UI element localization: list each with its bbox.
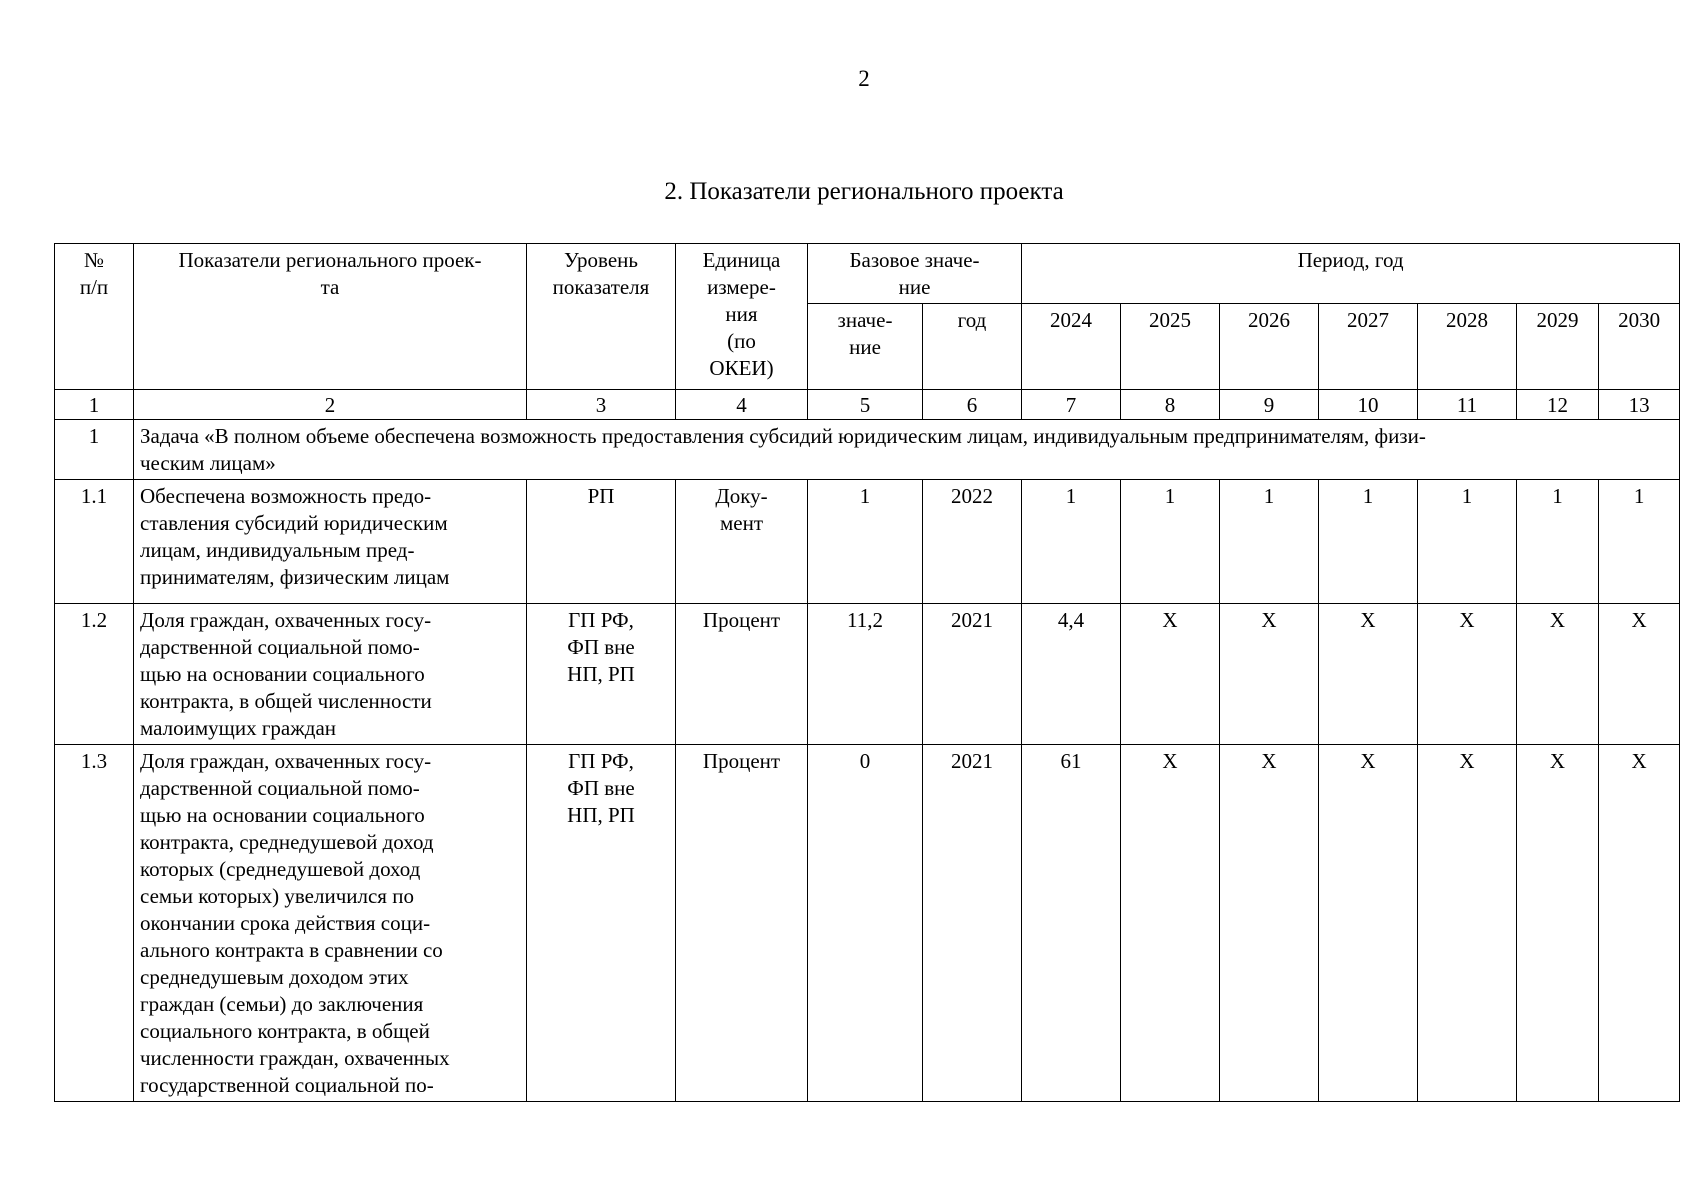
row-level: ГП РФ, ФП вне НП, РП: [527, 745, 676, 1102]
header-unit: Единица измере- ния (по ОКЕИ): [676, 244, 808, 390]
row-value: X: [1517, 745, 1599, 1102]
row-base-year: 2022: [923, 480, 1022, 604]
header-base-value: значе- ние: [808, 304, 923, 390]
row-value: X: [1319, 745, 1418, 1102]
header-year: 2029: [1517, 304, 1599, 390]
task-row: [55, 420, 1680, 480]
table-row: [55, 480, 1680, 604]
row-value: 1: [1121, 480, 1220, 604]
row-value: 61: [1022, 745, 1121, 1102]
row-indicator: Доля граждан, охваченных госу- дарственной социальной помо- щью на основании социального контракта, в общей численности малоимущих граждан: [134, 604, 527, 745]
header-base-year: год: [923, 304, 1022, 390]
header-year: 2024: [1022, 304, 1121, 390]
column-number-row: [55, 390, 1680, 420]
row-num: 1.1: [55, 480, 134, 604]
row-value: X: [1599, 604, 1680, 745]
page-number: 2: [858, 66, 870, 91]
header-year: 2026: [1220, 304, 1319, 390]
column-number: 8: [1121, 390, 1220, 420]
row-value: X: [1121, 745, 1220, 1102]
table-row: [55, 745, 1680, 1102]
row-indicator: Обеспечена возможность предо- ставления субсидий юридическим лицам, индивидуальным пред- принимателям, физическим лицам: [134, 480, 527, 604]
row-value: X: [1517, 604, 1599, 745]
column-number: 13: [1599, 390, 1680, 420]
row-value: X: [1599, 745, 1680, 1102]
row-value: 1: [1599, 480, 1680, 604]
row-value: X: [1220, 604, 1319, 745]
row-value: X: [1418, 745, 1517, 1102]
row-num: 1.2: [55, 604, 134, 745]
column-number: 7: [1022, 390, 1121, 420]
row-value: 4,4: [1022, 604, 1121, 745]
header-year: 2025: [1121, 304, 1220, 390]
task-num: 1: [55, 420, 134, 480]
row-value: 1: [1517, 480, 1599, 604]
column-number: 10: [1319, 390, 1418, 420]
header-base: Базовое значе- ние: [808, 244, 1022, 304]
column-number: 12: [1517, 390, 1599, 420]
column-number: 2: [134, 390, 527, 420]
column-number: 4: [676, 390, 808, 420]
header-year: 2028: [1418, 304, 1517, 390]
table-row: [55, 604, 1680, 745]
row-base-value: 1: [808, 480, 923, 604]
row-level: ГП РФ, ФП вне НП, РП: [527, 604, 676, 745]
indicators-table: [54, 243, 1680, 1102]
column-number: 5: [808, 390, 923, 420]
row-base-year: 2021: [923, 745, 1022, 1102]
row-value: 1: [1022, 480, 1121, 604]
section-title: 2. Показатели регионального проекта: [664, 178, 1064, 205]
row-base-value: 0: [808, 745, 923, 1102]
row-value: X: [1319, 604, 1418, 745]
row-unit: Доку- мент: [676, 480, 808, 604]
row-value: X: [1121, 604, 1220, 745]
row-base-value: 11,2: [808, 604, 923, 745]
row-value: 1: [1418, 480, 1517, 604]
column-number: 1: [55, 390, 134, 420]
header-num: № п/п: [55, 244, 134, 390]
task-text: Задача «В полном объеме обеспечена возможность предоставления субсидий юридическим лицам, индивидуальным предпринимателям, физи- ческим лицам»: [134, 420, 1680, 480]
row-value: X: [1220, 745, 1319, 1102]
column-number: 9: [1220, 390, 1319, 420]
column-number: 11: [1418, 390, 1517, 420]
row-value: X: [1418, 604, 1517, 745]
header-level: Уровень показателя: [527, 244, 676, 390]
header-year: 2027: [1319, 304, 1418, 390]
row-num: 1.3: [55, 745, 134, 1102]
row-value: 1: [1220, 480, 1319, 604]
row-unit: Процент: [676, 604, 808, 745]
column-number: 3: [527, 390, 676, 420]
row-unit: Процент: [676, 745, 808, 1102]
row-base-year: 2021: [923, 604, 1022, 745]
header-period: Период, год: [1022, 244, 1680, 304]
header-year: 2030: [1599, 304, 1680, 390]
column-number: 6: [923, 390, 1022, 420]
header-row-top: [55, 244, 1680, 304]
row-value: 1: [1319, 480, 1418, 604]
row-indicator: Доля граждан, охваченных госу- дарственной социальной помо- щью на основании социального контракта, среднедушевой доход которых (среднедушевой доход семьи которых) увеличился по окончании срока действия соци- ального контракта в сравнении со среднедушевым доходом этих граждан (семьи) до заключения социального контракта, в общей численности граждан, охваченных государственной социальной по-: [134, 745, 527, 1102]
row-level: РП: [527, 480, 676, 604]
header-indicator: Показатели регионального проек- та: [134, 244, 527, 390]
